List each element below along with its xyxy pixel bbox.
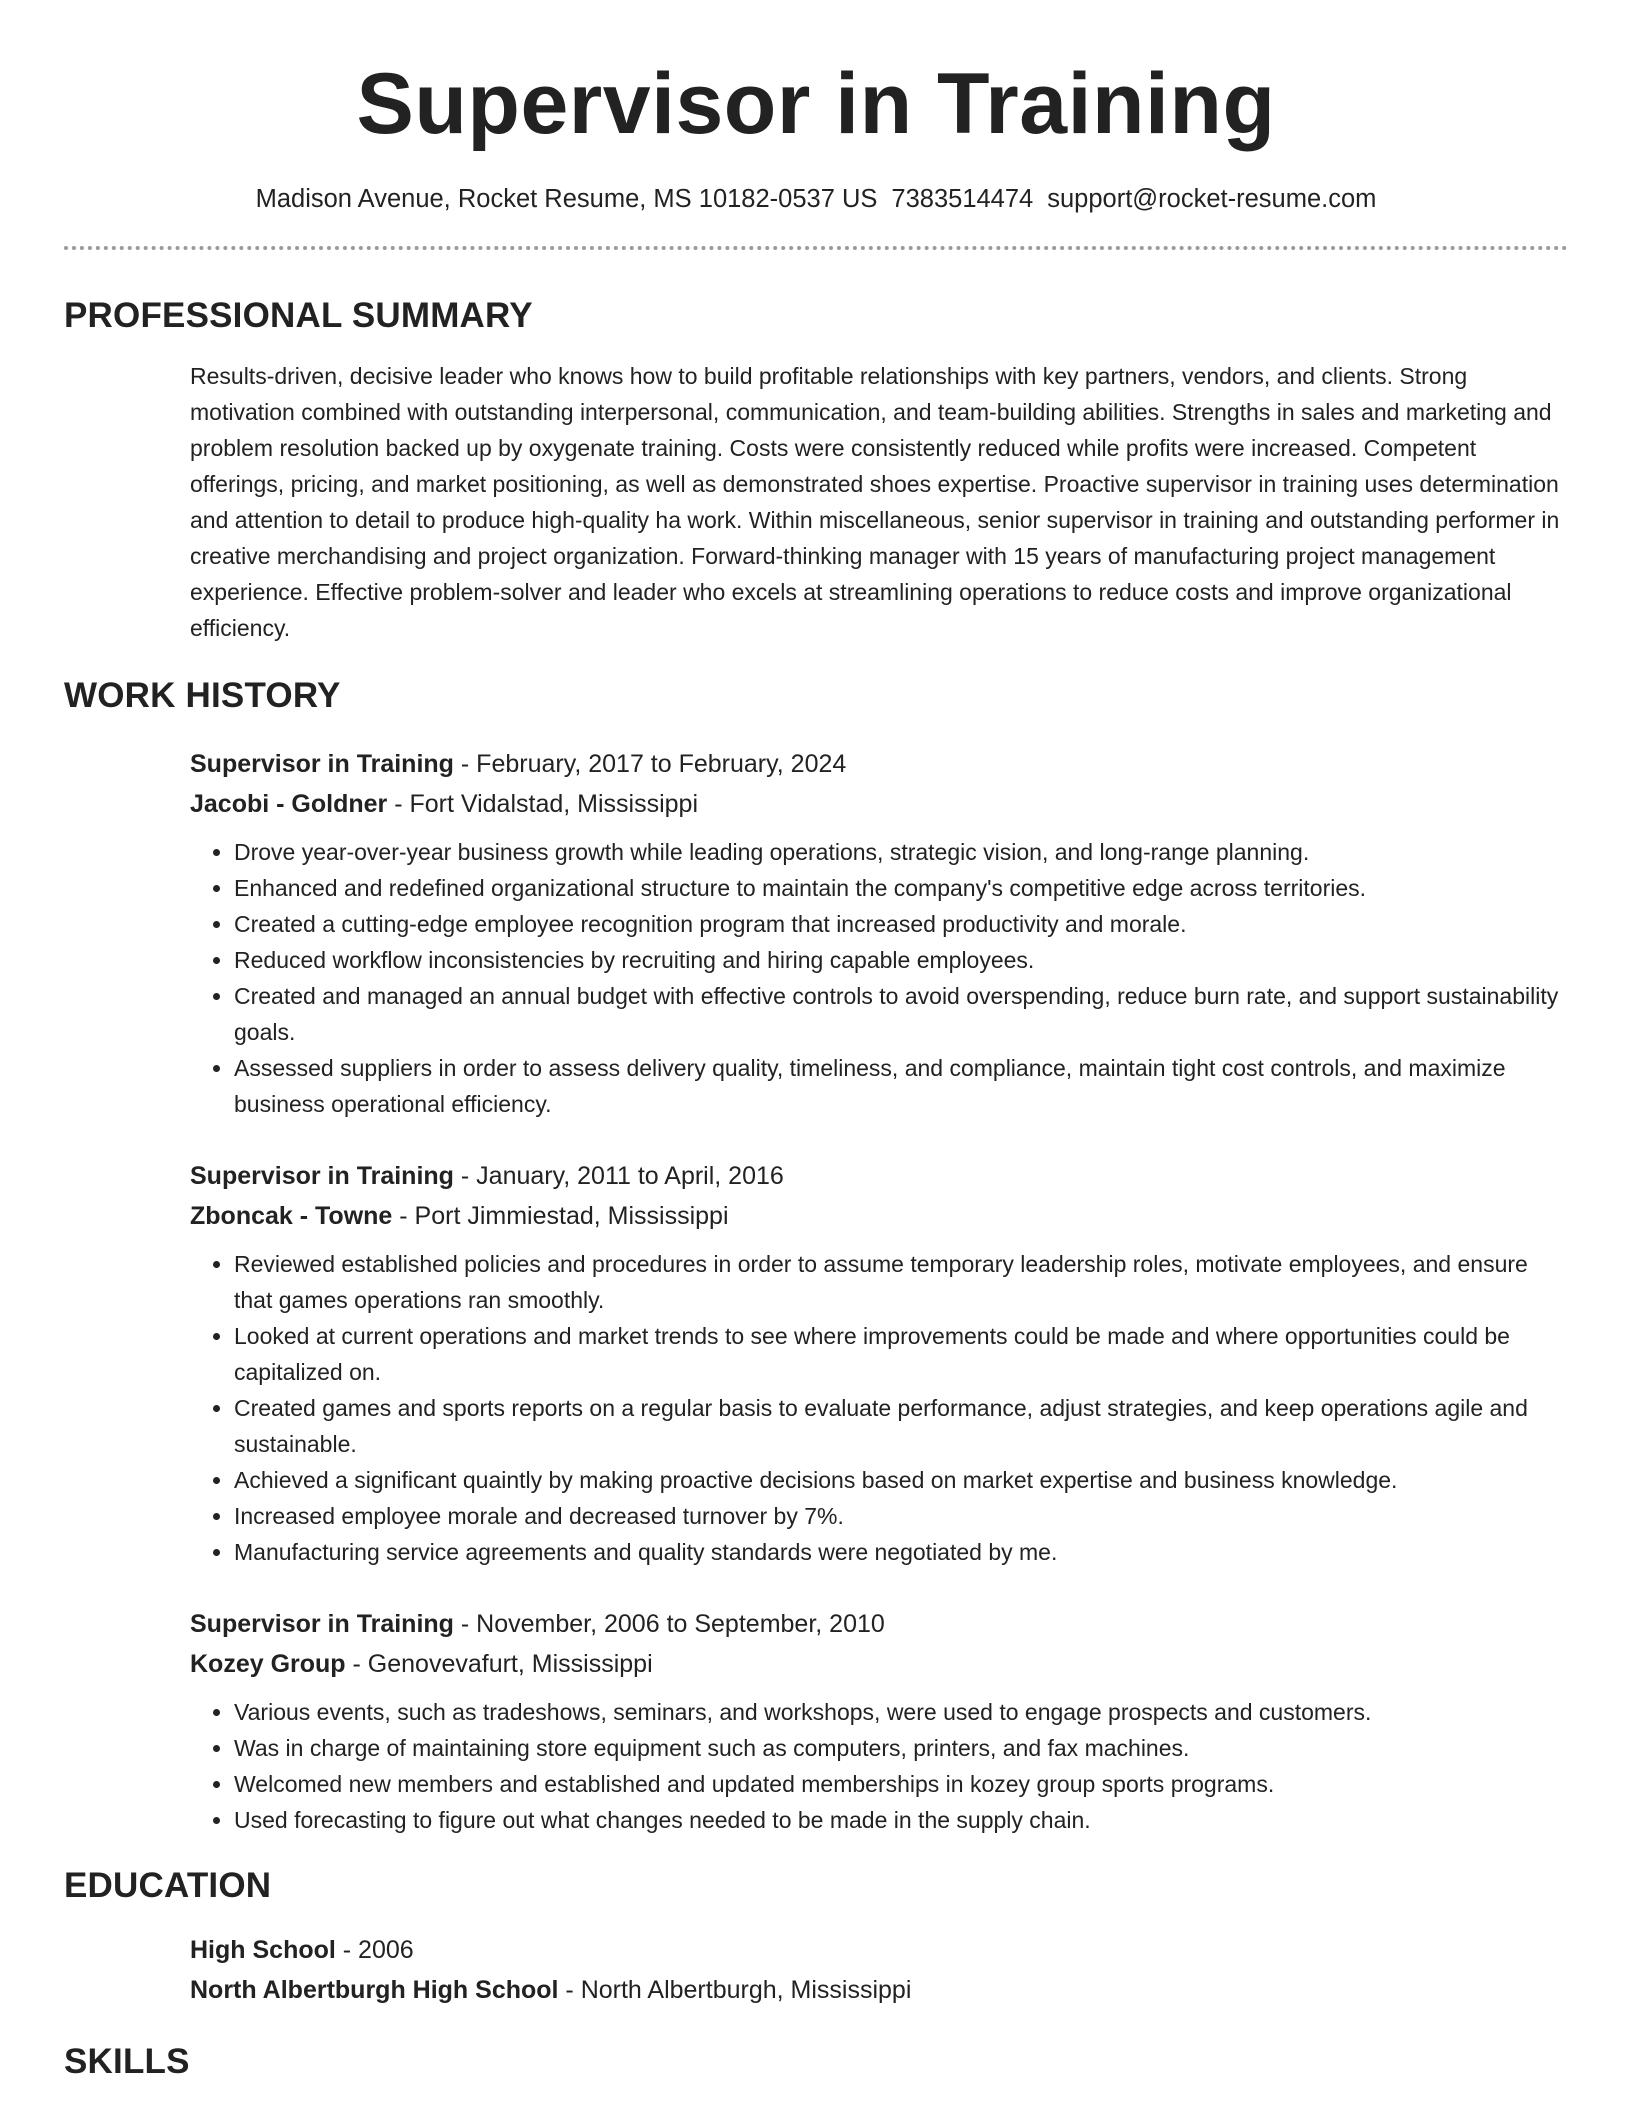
job-entry bbox=[190, 1156, 1568, 1570]
list-item: • Increased employee morale and decreased turnover by 7%. bbox=[234, 1498, 1568, 1534]
job-dates: - February, 2017 to February, 2024 bbox=[453, 750, 847, 778]
list-item: • Welcomed new members and established and updated memberships in kozey group sports programs. bbox=[234, 1766, 1568, 1802]
job-bullets bbox=[190, 1246, 1568, 1570]
job-company: Zboncak - Towne bbox=[190, 1202, 393, 1230]
education-location: - North Albertburgh, Mississippi bbox=[558, 1976, 912, 2004]
contact-phone: 7383514474 bbox=[891, 185, 1034, 213]
header-divider bbox=[64, 246, 1568, 250]
list-item: • Used forecasting to figure out what changes needed to be made in the supply chain. bbox=[234, 1802, 1568, 1838]
list-item: • Created and managed an annual budget with effective controls to avoid overspending, reduce burn rate, and support sustainability goals. bbox=[234, 978, 1568, 1050]
job-entry bbox=[190, 1604, 1568, 1838]
job-bullets bbox=[190, 834, 1568, 1122]
education-school-line bbox=[190, 1970, 1568, 2010]
list-item: • Reduced workflow inconsistencies by recruiting and hiring capable employees. bbox=[234, 942, 1568, 978]
list-item: • Drove year-over-year business growth while leading operations, strategic vision, and long-range planning. bbox=[234, 834, 1568, 870]
job-company-line bbox=[190, 1644, 1568, 1684]
job-role: Supervisor in Training bbox=[190, 1610, 454, 1638]
section-title-education: EDUCATION bbox=[64, 1866, 272, 1905]
job-role-line bbox=[190, 1604, 1568, 1644]
education-year: - 2006 bbox=[335, 1936, 414, 1964]
section-title-work-history: WORK HISTORY bbox=[64, 676, 341, 715]
job-location: - Fort Vidalstad, Mississippi bbox=[387, 790, 699, 818]
job-entry bbox=[190, 744, 1568, 1122]
job-role: Supervisor in Training bbox=[190, 750, 454, 778]
job-company-line bbox=[190, 784, 1568, 824]
list-item: • Manufacturing service agreements and quality standards were negotiated by me. bbox=[234, 1534, 1568, 1570]
list-item: • Created a cutting-edge employee recognition program that increased productivity and morale. bbox=[234, 906, 1568, 942]
job-dates: - January, 2011 to April, 2016 bbox=[453, 1162, 784, 1190]
education-entry bbox=[190, 1930, 1568, 2010]
list-item: • Looked at current operations and market trends to see where improvements could be made and where opportunities could be capitalized on. bbox=[234, 1318, 1568, 1390]
section-title-skills: SKILLS bbox=[64, 2042, 190, 2081]
job-location: - Port Jimmiestad, Mississippi bbox=[392, 1202, 729, 1230]
education-degree-line bbox=[190, 1930, 1568, 1970]
list-item: • Created games and sports reports on a regular basis to evaluate performance, adjust strategies, and keep operations agile and sustainable. bbox=[234, 1390, 1568, 1462]
job-company: Jacobi - Goldner bbox=[190, 790, 388, 818]
contact-email: support@rocket-resume.com bbox=[1047, 185, 1377, 213]
education-degree: High School bbox=[190, 1936, 336, 1964]
job-role: Supervisor in Training bbox=[190, 1162, 454, 1190]
job-location: - Genovevafurt, Mississippi bbox=[345, 1650, 653, 1678]
job-role-line bbox=[190, 744, 1568, 784]
list-item: • Various events, such as tradeshows, seminars, and workshops, were used to engage prospects and customers. bbox=[234, 1694, 1568, 1730]
list-item: • Was in charge of maintaining store equipment such as computers, printers, and fax machines. bbox=[234, 1730, 1568, 1766]
job-company-line bbox=[190, 1196, 1568, 1236]
section-title-summary: PROFESSIONAL SUMMARY bbox=[64, 296, 533, 335]
candidate-name: Supervisor in Training bbox=[356, 56, 1276, 152]
job-bullets bbox=[190, 1694, 1568, 1838]
job-dates: - November, 2006 to September, 2010 bbox=[453, 1610, 885, 1638]
list-item: • Reviewed established policies and procedures in order to assume temporary leadership roles, motivate employees, and ensure that games operations ran smoothly. bbox=[234, 1246, 1568, 1318]
list-item: • Assessed suppliers in order to assess delivery quality, timeliness, and compliance, maintain tight cost controls, and maximize business operational efficiency. bbox=[234, 1050, 1568, 1122]
job-company: Kozey Group bbox=[190, 1650, 346, 1678]
job-role-line bbox=[190, 1156, 1568, 1196]
list-item: • Achieved a significant quaintly by making proactive decisions based on market expertise and business knowledge. bbox=[234, 1462, 1568, 1498]
list-item: • Enhanced and redefined organizational structure to maintain the company's competitive edge across territories. bbox=[234, 870, 1568, 906]
education-school: North Albertburgh High School bbox=[190, 1976, 559, 2004]
contact-address: Madison Avenue, Rocket Resume, MS 10182-0537 US bbox=[255, 185, 878, 213]
summary-text: Results-driven, decisive leader who knows how to build profitable relationships with key partners, vendors, and clients. Strong motivation combined with outstanding interpersonal, communication, and team-building abilities. Strengths in sales and marketing and problem resolution backed up by oxygenate training. Costs were consistently reduced while profits were increased. Competent offerings, pricing, and market positioning, as well as demonstrated shoes expertise. Proactive supervisor in training uses determination and attention to detail to produce high-quality ha work. Within miscellaneous, senior supervisor in training and outstanding performer in creative merchandising and project organization. Forward-thinking manager with 15 years of manufacturing project management experience. Effective problem-solver and leader who excels at streamlining operations to reduce costs and improve organizational efficiency. bbox=[190, 363, 1560, 641]
contact-line bbox=[0, 182, 1632, 216]
